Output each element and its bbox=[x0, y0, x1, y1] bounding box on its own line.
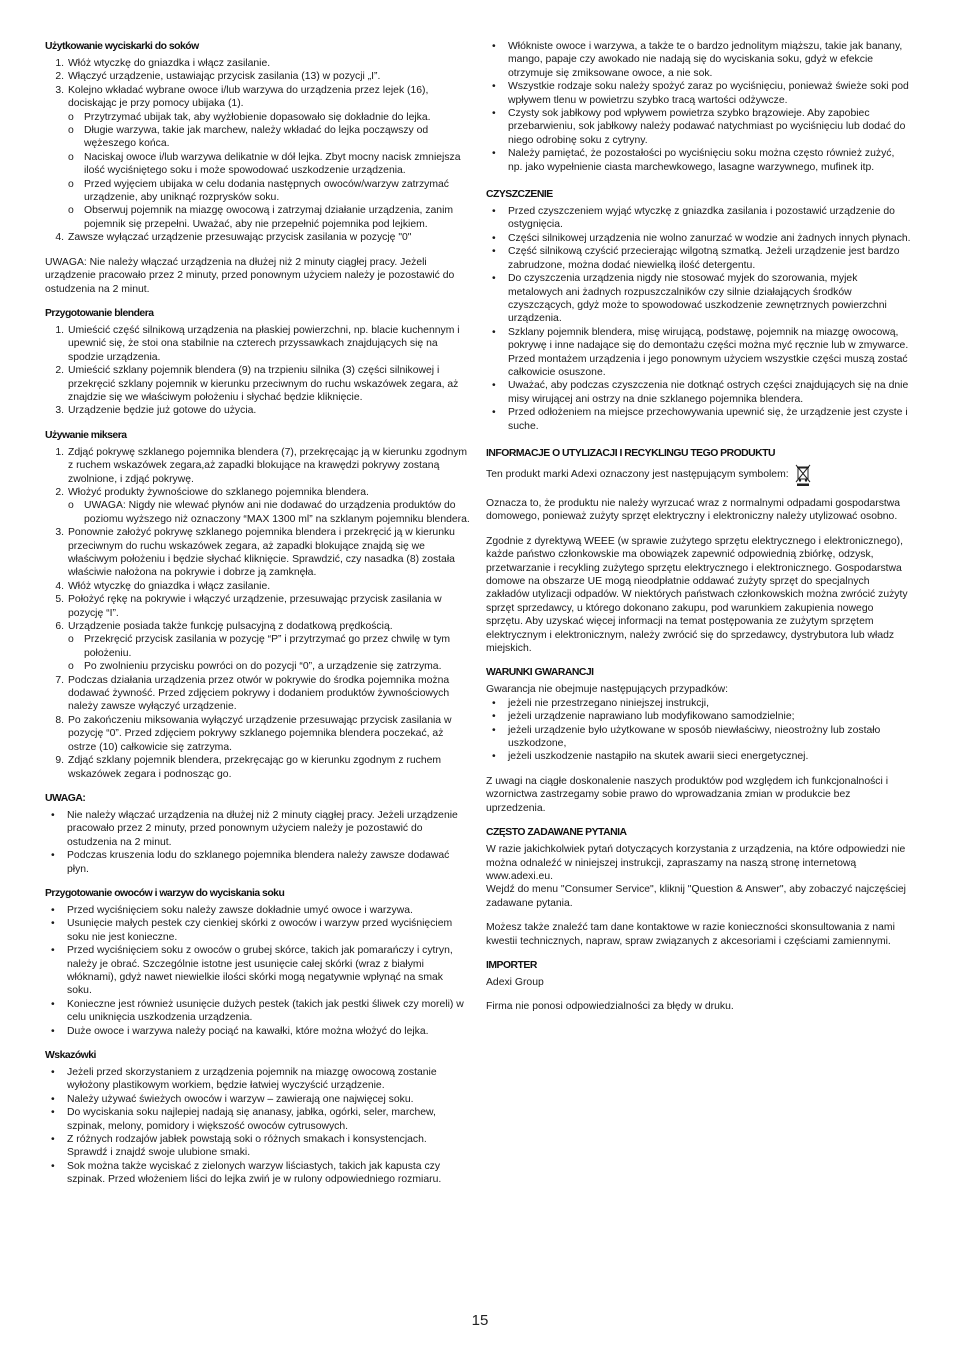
section-heading: Przygotowanie blendera bbox=[45, 307, 154, 319]
list-item: 1. Włóż wtyczkę do gniazdka i włącz zasilanie. bbox=[55, 58, 271, 69]
section-fruit-preparation bbox=[45, 887, 470, 1038]
weee-symbol-line bbox=[486, 464, 911, 486]
importer-name: Adexi Group bbox=[486, 976, 544, 988]
sub-list-item: o Przytrzymać ubijak tak, aby wyżłobienie dopasowało się dokładnie do lejka. bbox=[68, 111, 431, 123]
list-item: 8. Po zakończeniu miksowania wyłączyć urządzenie przesuwając przycisk zasilania w pozycję “0”. Przed zdjęciem pokrywy szklanego pojemnika blendera poczekać, aż ostrze (10) całkowicie się zatrzyma. bbox=[55, 714, 452, 753]
section-recycling bbox=[486, 447, 911, 655]
section-heading: Użytkowanie wyciskarki do soków bbox=[45, 41, 199, 52]
list-item: 6. Urządzenie posiada także funkcję pulsacyjną z dodatkową prędkością. bbox=[55, 621, 393, 633]
page-number: 15 bbox=[471, 1312, 489, 1329]
bullet-item: • jeżeli urządzenie było użytkowane w sposób niewłaściwy, nieostrożny lub zostało uszkodzone, bbox=[492, 724, 881, 750]
bullet-item: • Czysty sok jabłkowy pod wpływem powietrza szybko brązowieje. Aby zapobiec przebarwieniu, sok jabłkowy należy podawać natychmiast po wyciśnięciu lub dodać do niego odrobinę soku z cytryny. bbox=[492, 108, 906, 146]
section-faq bbox=[486, 826, 911, 948]
section-importer bbox=[486, 959, 911, 1014]
list-item: 2. Włączyć urządzenie, ustawiając przycisk zasilania (13) w pozycji „I”. bbox=[55, 71, 381, 83]
section-juicer-usage bbox=[45, 40, 470, 296]
section-tips bbox=[45, 1049, 470, 1187]
list-item: 9. Zdjąć szklany pojemnik blendera, przekręcając go w kierunku zgodnym z ruchem wskazówek zegara i podnosząc go. bbox=[55, 755, 442, 780]
section-cleaning bbox=[486, 188, 911, 433]
bullet-item: • Nie należy włączać urządzenia na dłużej niż 2 minuty ciągłej pracy. Jeżeli urządzenie pracowało przez 2 minuty, przed ponownym użyciem należy je pozostawić do ostudzenia na 2 minut. bbox=[51, 809, 458, 848]
section-heading: Przygotowanie owoców i warzyw do wyciskania soku bbox=[45, 887, 285, 899]
section-tips-continued bbox=[486, 40, 911, 174]
recycling-paragraph: Oznacza to, że produktu nie należy wyrzucać wraz z normalnymi odpadami gospodarstwa domowego, ponieważ zużyty sprzęt elektryczny i elektroniczny należy utylizować osobno. bbox=[486, 497, 901, 523]
recycling-paragraph: Zgodnie z dyrektywą WEEE (w sprawie zużytego sprzętu elektrycznego i elektronicznego), każde państwo członkowskie ma obowiązek zapewnić odpowiednią zbiórkę, odzysk, przetwarzanie i recykling zużytego sprzętu elektrycznego i elektronicznego. Gospodarstwa domowe na obszarze UE mogą nieodpłatnie oddawać zużyty sprzęt do specjalnych zakładów utylizacji odpadów. W niektórych państwach członkowskich można zwrócić zużyty sprzęt sprzedawcy, u którego dokonano zakupu, pod warunkiem zakupienia nowego sprzętu. Aby uzyskać więcej informacji na temat postępowania ze zużytym sprzętem elektrycznym i elektronicznym, należy zwrócić się do sprzedawcy, dystrybutora lub władz miejskich. bbox=[486, 535, 908, 655]
warning-paragraph: UWAGA: Nie należy włączać urządzenia na dłużej niż 2 minuty ciągłej pracy. Jeżeli urządzenie pracowało przez 2 minuty, przed ponownym użyciem należy je pozostawić do ostudzenia na 2 minut. bbox=[45, 256, 455, 295]
list-item: 1. Umieścić część silnikową urządzenia na płaskiej powierzchni, np. blacie kuchennym i upewnić się, że stoi ona stabilnie na czterech przyssawkach znajdujących się na spodzie urządzenia. bbox=[55, 324, 460, 363]
bullet-item: • Należy pamiętać, że pozostałości po wyciśnięciu soku można często również zużyć, np. jako wypełnienie ciasta marchewkowego, lasagne warzywnego, mufinek itp. bbox=[492, 148, 895, 173]
bullet-item: • Podczas kruszenia lodu do szklanego pojemnika blendera należy zawsze dodawać płyn. bbox=[51, 850, 450, 875]
list-item: 3. Urządzenie będzie już gotowe do użycia. bbox=[55, 405, 257, 417]
list-item: 4. Włóż wtyczkę do gniazdka i włącz zasilanie. bbox=[55, 580, 271, 592]
symbol-text: Ten produkt marki Adexi oznaczony jest następującym symbolem: bbox=[486, 469, 789, 481]
bullet-item: • Szklany pojemnik blendera, misę wirującą, podstawę, pojemnik na miazgę owocową, pokrywę i inne nadające się do demontażu części można myć ręcznie lub w zmywarce. Przed montażem urządzenia i jego ponownym użyciem wszystkie części muszą zostać całkowicie osuszone. bbox=[492, 326, 909, 378]
section-heading: CZYSZCZENIE bbox=[486, 189, 553, 201]
section-warning bbox=[45, 792, 470, 876]
bullet-item: • Do wyciskania soku najlepiej nadają się ananasy, jabłka, ogórki, seler, marchew, szpinak, melony, pomidory i większość owoców cytrusowych. bbox=[51, 1107, 436, 1132]
bullet-item: • Uważać, aby podczas czyszczenia nie dotknąć ostrych części znajdujących się na dnie misy wirującej ani ostrzy na dnie szklanego pojemnika blendera. bbox=[492, 380, 909, 405]
bullet-item: • Duże owoce i warzywa należy pociąć na kawałki, które można włożyć do lejka. bbox=[51, 1025, 429, 1037]
section-heading: UWAGA: bbox=[45, 792, 86, 804]
list-item: 7. Podczas działania urządzenia przez otwór w pokrywie do środka pojemnika można dodawać żywność. Przed zdjęciem pokrywy i dodaniem produktów żywnościowych należy zawsze wyłączyć urządzenie. bbox=[55, 674, 450, 713]
sub-list-item: o UWAGA: Nigdy nie wlewać płynów ani nie dodawać do urządzenia produktów do poziomu wyższego niż oznaczony “MAX 1300 ml” na szklanym pojemniku blendera. bbox=[68, 500, 470, 525]
section-heading: WARUNKI GWARANCJI bbox=[486, 667, 594, 679]
section-blender-preparation bbox=[45, 307, 470, 418]
bullet-item: • Jeżeli przed skorzystaniem z urządzenia pojemnik na miazgę owocową zostanie wyłożony plastikowym workiem, będzie łatwiej wyczyścić urządzenie. bbox=[51, 1067, 437, 1092]
section-heading: Wskazówki bbox=[45, 1050, 96, 1061]
sub-list-item: o Po zwolnieniu przycisku powróci on do pozycji “0”, a urządzenie się zatrzyma. bbox=[68, 661, 442, 673]
sub-list-item: o Obserwuj pojemnik na miazgę owocową i zatrzymaj działanie urządzenia, zanim pojemnik się przepełni. Uważać, aby nie przepełnić pojemnika pod lejkiem. bbox=[68, 205, 454, 230]
crossed-out-bin-icon bbox=[795, 464, 811, 486]
sub-list-item: o Przed wyjęciem ubijaka w celu dodania następnych owoców/warzyw zatrzymać urządzenie, aby uniknąć rozprysków soku. bbox=[68, 178, 449, 204]
bullet-item: • Przed czyszczeniem wyjąć wtyczkę z gniazdka zasilania i pozostawić urządzenie do ostygnięcia. bbox=[492, 206, 895, 231]
bullet-item: • Z różnych rodzajów jabłek powstają soki o różnych smakach i konsystencjach. Sprawdź i znajdź swoje ulubione smaki. bbox=[51, 1134, 427, 1159]
bullet-item: • Części silnikowej urządzenia nie wolno zanurzać w wodzie ani żadnych innych płynach. bbox=[492, 232, 911, 244]
bullet-item: • jeżeli urządzenie naprawiano lub modyfikowano samodzielnie; bbox=[492, 711, 795, 723]
section-warranty bbox=[486, 666, 911, 815]
list-item: 4. Zawsze wyłączać urządzenie przesuwając przycisk zasilania w pozycję "0" bbox=[55, 232, 412, 244]
bullet-item: • Wszystkie rodzaje soku należy spożyć zaraz po wyciśnięciu, ponieważ świeże soki pod wpływem tlenu w powietrzu szybko tracą wartości odżywcze. bbox=[492, 81, 909, 106]
section-heading: Używanie miksera bbox=[45, 429, 127, 441]
bullet-item: • Włókniste owoce i warzywa, a także te o bardzo jednolitym miąższu, takie jak banany, mango, papaje czy awokado nie nadają się do wyciskania soku, gdyż w efekcie otrzymuje się zmiksowane owoce, a nie sok. bbox=[492, 41, 903, 79]
faq-paragraph: W razie jakichkolwiek pytań dotyczących korzystania z urządzenia, na które odpowiedzi nie można odnaleźć w niniejszej instrukcji, zapraszamy na naszą stronę internetową www.adexi.eu. Wejdź do menu "Consumer Service", kliknij "Question & Answer", aby zobaczyć najczęściej zadawane pytania. bbox=[486, 844, 906, 909]
warranty-paragraph: Z uwagi na ciągłe doskonalenie naszych produktów pod względem ich funkcjonalności i wzornictwa zastrzegamy sobie prawo do wprowadzania zmian w produkcie bez uprzedzenia. bbox=[486, 775, 889, 814]
faq-paragraph: Możesz także znaleźć tam dane kontaktowe w razie konieczności skonsultowania z nami kwestii technicznych, napraw, spraw związanych z akcesoriami i częściami zamiennymi. bbox=[486, 922, 895, 947]
section-heading: IMPORTER bbox=[486, 959, 537, 971]
bullet-item: • Przed wyciśnięciem soku z owoców o grubej skórce, takich jak pomarańczy i cytryn, należy je obrać. Szczególnie istotne jest usunięcie całej skórki (wraz z białymi włóknami), gdyż nawet niewielkie ilości skórki mogą negatywnie wpłynąć na smak soku. bbox=[51, 945, 453, 997]
list-item: 3. Kolejno wkładać wybrane owoce i/lub warzywa do urządzenia przez lejek (16), dociskając je przy pomocy ubijaka (1). bbox=[55, 84, 429, 110]
list-item: 2. Umieścić szklany pojemnik blendera (9) na trzpieniu silnika (3) części silnikowej i przekręcić szklany pojemnik w kierunku przeciwnym do ruchu wskazówek zegara, aż znajdzie się we właściwym położeniu i słychać będzie kliknięcie. bbox=[55, 365, 459, 403]
left-column bbox=[45, 40, 470, 1198]
bullet-item: • jeżeli uszkodzenie nastąpiło na skutek awarii sieci energetycznej. bbox=[492, 751, 809, 763]
bullet-item: • jeżeli nie przestrzegano niniejszej instrukcji, bbox=[492, 697, 709, 709]
right-column bbox=[486, 40, 911, 1025]
sub-list-item: o Długie warzywa, takie jak marchew, należy wkładać do lejka począwszy od wężeszego końca. bbox=[68, 125, 429, 150]
bullet-item: • Część silnikową czyścić przecierając wilgotną szmatką. Jeżeli urządzenie jest bardzo zabrudzone, można dodać niewielką ilość detergentu. bbox=[492, 246, 900, 271]
bullet-item: • Należy używać świeżych owoców i warzyw – zawierają one najwięcej soku. bbox=[51, 1093, 414, 1105]
sub-list-item: o Naciskaj owoce i/lub warzywa delikatnie w dół lejka. Zbyt mocny nacisk zmniejsza ilość wyciśniętego soku i może spowodować uszkodzenie urządzenia. bbox=[68, 151, 461, 177]
list-item: 3. Ponownie założyć pokrywę szklanego pojemnika blendera i przekręcić ją w kierunku przeciwnym do ruchu wskazówek zegara, aż zapadki blokujące znajdą się we właściwym położeniu i będzie słychać kliknięcie. Sprawdzić, czy nasadka (8) została właściwie nałożona na pokrywie i dobrze ją zamknęła. bbox=[55, 527, 455, 579]
section-mixer-usage bbox=[45, 429, 470, 781]
sub-list-item: o Przekręcić przycisk zasilania w pozycję “P” i przytrzymać go przez chwilę w tym położeniu. bbox=[68, 634, 451, 659]
list-item: 2. Włożyć produkty żywnościowe do szklanego pojemnika blendera. bbox=[55, 486, 369, 498]
disclaimer: Firma nie ponosi odpowiedzialności za błędy w druku. bbox=[486, 1001, 734, 1013]
list-item: 1. Zdjąć pokrywę szklanego pojemnika blendera (7), przekręcając ją w kierunku zgodnym z ruchem wskazówek zegara,aż zapadki blokujące na krawędzi pokrywy zostaną zwolnione, i zdjąć pokrywę. bbox=[55, 446, 468, 485]
bullet-item: • Usunięcie małych pestek czy cienkiej skórki z owoców i warzyw przed wyciśnięciem soku nie jest konieczne. bbox=[51, 918, 453, 943]
bullet-item: • Sok można także wyciskać z zielonych warzyw liściastych, takich jak kapusta czy szpinak. Przed włożeniem liści do lejka zwiń je w rulony odpowiedniego rozmiaru. bbox=[51, 1160, 442, 1186]
list-item: 5. Położyć rękę na pokrywie i włączyć urządzenie, przesuwając przycisk zasilania w pozycję “I”. bbox=[55, 594, 442, 619]
section-heading: CZĘSTO ZADAWANE PYTANIA bbox=[486, 827, 627, 839]
bullet-item: • Do czyszczenia urządzenia nigdy nie stosować myjek do szorowania, myjek metalowych ani żadnych rozpuszczalników czy silnie działających środków czyszczących, gdyż może to spowodować uszkodzenie zewnętrznych powierzchni urządzenia. bbox=[492, 273, 887, 325]
bullet-item: • Konieczne jest również usunięcie dużych pestek (takich jak pestki śliwek czy moreli) w celu uniknięcia uszkodzenia urządzenia. bbox=[51, 998, 464, 1024]
warranty-intro: Gwarancja nie obejmuje następujących przypadków: bbox=[486, 684, 729, 696]
bullet-item: • Przed odłożeniem na miejsce przechowywania upewnić się, że urządzenie jest czyste i suche. bbox=[492, 407, 908, 432]
bullet-item: • Przed wyciśnięciem soku należy zawsze dokładnie umyć owoce i warzywa. bbox=[51, 904, 413, 916]
section-heading: INFORMACJE O UTYLIZACJI I RECYKLINGU TEGO PRODUKTU bbox=[486, 447, 776, 459]
